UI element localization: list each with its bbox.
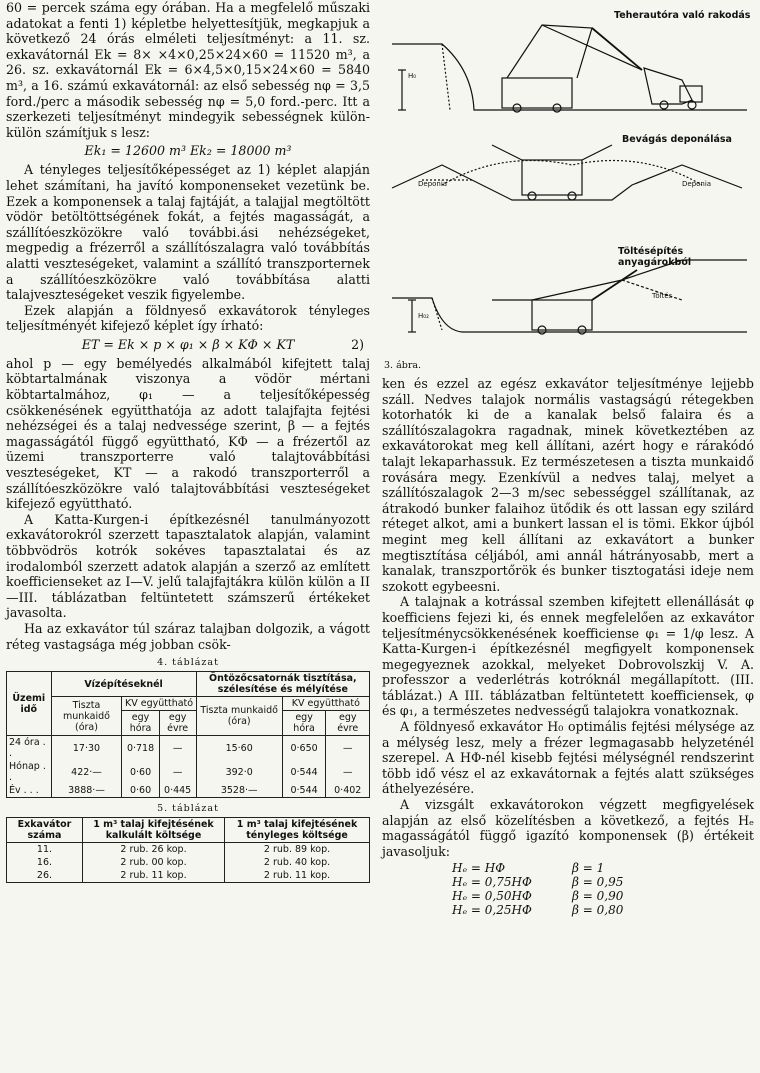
beta-row [452, 903, 754, 917]
beta-row [452, 875, 754, 889]
figure-caption: 3. ábra. [384, 360, 422, 371]
table-header: KV együttható [282, 697, 369, 711]
paragraph: A Katta-Kurgen-i építkezésnél tanulmányozott exkavátorokról szerzett tapasztalatok alapján, valamint többvödrös kotrók sokéves tapasztalatai és az irodalomból szerzett adatok alapján a szerző az említett koefficienseket az I—V. jelű talajfajtákra külön külön a II—III. táblázatban feltüntetett számszerű értékeket javasolta. [6, 511, 370, 621]
table-cell: Hónap . . [7, 760, 52, 784]
table-row [7, 869, 370, 883]
table-cell: — [326, 760, 370, 784]
figure-label: Bevágás deponálása [622, 134, 732, 145]
beta-condition: Hₑ = 0,25HΦ [452, 903, 532, 918]
figure-annotation: Deponia [418, 180, 448, 188]
table-header: Tiszta munkaidő (óra) [196, 697, 282, 736]
equation-body: ET = Ek × p × φ₁ × β × KΦ × KT [81, 336, 295, 352]
table-cell: 0·60 [122, 784, 159, 798]
table-cell: Év . . . [7, 784, 52, 798]
table-caption: 4. táblázat [157, 657, 219, 669]
table-row [7, 784, 370, 798]
table-cell: 24 óra . . [7, 736, 52, 761]
beta-condition: Hₑ = HΦ [452, 861, 506, 876]
table-header: egy hóra [122, 711, 159, 736]
table-header: Vízépítéseknél [51, 672, 196, 697]
beta-condition: Hₑ = 0,75HΦ [452, 875, 532, 890]
table-cell: 26. [7, 869, 83, 883]
paragraph: 60 = percek száma egy órában. Ha a megfelelő műszaki adatokat a fenti 1) képletbe helyettesítjük, megkapjuk a következő 24 órás elméleti teljesítményt: a 11. sz. exkavátornál Ek = 8× ×4×0,25×24×60 = 11520 m³, a 26. sz. exkavátornál Ek = 6×4,5×0,15×24×60 = 5840 m³, a 16. számú exkavátornál: az első sebesség nφ = 3,5 ford./perc a második sebesség nφ = 5,0 ford.-perc. Itt a szerkezeti teljesítményt mindegyik sebességnek külön-külön számítjuk s lesz: [6, 0, 370, 140]
paragraph: A földnyeső exkavátor H₀ optimális fejtési mélysége az a mélység lesz, mely a frézer legmagasabb helyzeténél szerepel. A HΦ-nél kisebb fejtési mélységnél rendszerint több idő vész el az exkavátornak a fejtés alatt szükséges áthelyezésére. [382, 719, 754, 797]
table-cell: 2 rub. 26 kop. [82, 843, 224, 857]
figure-3 [382, 0, 754, 376]
table-cell: 17·30 [51, 736, 122, 761]
figure-label: Töltésépítés anyagárokból [618, 246, 692, 268]
table-header: egy évre [159, 711, 196, 736]
figure-annotation: H₀₂ [418, 312, 429, 320]
table-header: KV együttható [122, 697, 196, 711]
table-row [7, 856, 370, 869]
table-cell: 0·544 [282, 784, 326, 798]
figure-label: Teherautóra való rakodás [614, 10, 751, 21]
table-row [7, 760, 370, 784]
paragraph: A tényleges teljesítőképességet az 1) képlet alapján lehet számítani, ha javító komponenseket vezetünk be. Ezek a komponensek a talaj fajtáját, a talajjal megtöltött vödör betöltöttségének fokát, a fejtés magasságát, a szállítóeszközökre való további.ási nehézségeket, megpedig a frézerről a szállítószalagra való továbbítás alatti veszteségeket, valamint a szállító transzporternek a szállítóeszközökre való továbbítása alatti talajveszteségeket veszik figyelembe. [6, 162, 370, 303]
table-cell: 2 rub. 11 kop. [225, 869, 370, 883]
table-cell: 2 rub. 40 kop. [225, 856, 370, 869]
table-cell: 0·445 [159, 784, 196, 798]
paragraph: ahol p — egy bemélyedés alkalmából kifejtett talaj köbtartalmának viszonya a vödör mértani köbtartalmához, φ₁ — a teljesítőképesség csökkenésének együtthatója az adott talajfajta fejtési nehézségei és a talaj nedvessége szerint, β — a fejtés magasságától függő együttható, KΦ — a frézertől az üzemi transzporterre való talajtovábbítási veszteségeket, KT — a rakodó transzporterről a szállítóeszközökre való talajtovábbítási veszteségeket kifejező együttható. [6, 355, 370, 512]
table-cell: 3528·— [196, 784, 282, 798]
table-cell: 11. [7, 843, 83, 857]
beta-value: β = 0,90 [572, 889, 624, 904]
paragraph: Ha az exkavátor túl száraz talajban dolgozik, a vágott réteg vastagsága még jobban csök- [6, 620, 370, 652]
table-row [7, 843, 370, 857]
table-header: egy évre [326, 711, 370, 736]
table-cell: — [159, 760, 196, 784]
table-4 [6, 671, 370, 798]
table-cell: 2 rub. 89 kop. [225, 843, 370, 857]
table-cell: 2 rub. 11 kop. [82, 869, 224, 883]
table-cell: 2 rub. 00 kop. [82, 856, 224, 869]
table-header: egy hóra [282, 711, 326, 736]
table-cell: — [326, 736, 370, 761]
table-cell: 16. [7, 856, 83, 869]
paragraph: Ezek alapján a földnyeső exkavátorok tényleges teljesítményét kifejező képlet így írható: [6, 302, 370, 334]
beta-row [452, 861, 754, 875]
table-header: 1 m³ talaj kifejtésének kalkulált költsége [82, 818, 224, 843]
beta-row [452, 889, 754, 903]
equation [6, 336, 370, 354]
beta-condition: Hₑ = 0,50HΦ [452, 889, 532, 904]
equation-number: 2) [351, 336, 364, 352]
table-row [7, 736, 370, 761]
table-header: 1 m³ talaj kifejtésének tényleges költsége [225, 818, 370, 843]
beta-values [452, 861, 754, 917]
table-header: Tiszta munkaidő (óra) [51, 697, 122, 736]
table-cell: 15·60 [196, 736, 282, 761]
table-cell: 3888·— [51, 784, 122, 798]
beta-value: β = 1 [572, 861, 605, 876]
left-column [6, 0, 370, 883]
table-cell: 0·650 [282, 736, 326, 761]
table-cell: 422·— [51, 760, 122, 784]
table-5 [6, 817, 370, 883]
table-cell: 0·402 [326, 784, 370, 798]
figure-annotation: Deponia [682, 180, 712, 188]
table-cell: 0·718 [122, 736, 159, 761]
figure-annotation: H₀ [408, 72, 417, 80]
table-cell: 0·544 [282, 760, 326, 784]
table-header: Öntözőcsatornák tisztítása, szélesítése és mélyítése [196, 672, 369, 697]
paragraph: A vizsgált exkavátorokon végzett megfigyelések alapján az első közelítésben a következő, a fejtés Hₑ magasságától függő igazító komponensek (β) értékeit javasoljuk: [382, 797, 754, 859]
beta-value: β = 0,95 [572, 875, 624, 890]
table-header: Exkavátor száma [7, 818, 83, 843]
table-cell: 392·0 [196, 760, 282, 784]
paragraph: ken és ezzel az egész exkavátor teljesítménye lejjebb száll. Nedves talajok normális vastagságú rétegekben kotorhatók ki de a kanalak belső falaira és a szállítószalagokra ragadnak, minek következtében az exkavátorokat meg kell állítani, azért hogy e rárakódó talajt lekaparhassuk. Ez természetesen a tiszta munkaidő rovására megy. Ezenkívül a nedves talaj, melyet a szállítószalagok 2—3 m/sec sebességgel szállítanak, az átrakodó bunker falaihoz ütődik és ott lassan egy szilárd réteget alkot, ami a bunkert lassan el is tömi. Ekkor újból megint meg kell állítani az exkavátort a bunker megtisztítása céljából, ami annál hátrányosabb, mert a kanalak, transzportőrök és bunker tisztogatási ideje nem szokott egybeesni. [382, 376, 754, 594]
beta-value: β = 0,80 [572, 903, 624, 918]
equation: Ek₁ = 12600 m³ Ek₂ = 18000 m³ [84, 143, 292, 159]
paragraph: A talajnak a kotrással szemben kifejtett ellenállását φ koefficiens fejezi ki, és ennek megfelelően az exkavátor teljesítménycsökkenésének koefficiense φ₁ = 1/φ lesz. A Katta-Kurgen-i építkezésnél megfigyelt komponensek megegyeznek azokkal, melyeket Dobrovolszkij V. A. professzor a vederlétrás kotróknál megállapított. (III. táblázat.) A III. táblázatban feltüntetett koefficiensek, φ és φ₁, a természetes nedvességű talajokra vonatkoznak. [382, 594, 754, 719]
table-cell: 0·60 [122, 760, 159, 784]
table-cell: — [159, 736, 196, 761]
table-header: Üzemi idő [7, 672, 52, 736]
table-caption: 5. táblázat [157, 803, 219, 815]
figure-annotation: Töltés [652, 292, 673, 300]
right-column [382, 0, 754, 917]
